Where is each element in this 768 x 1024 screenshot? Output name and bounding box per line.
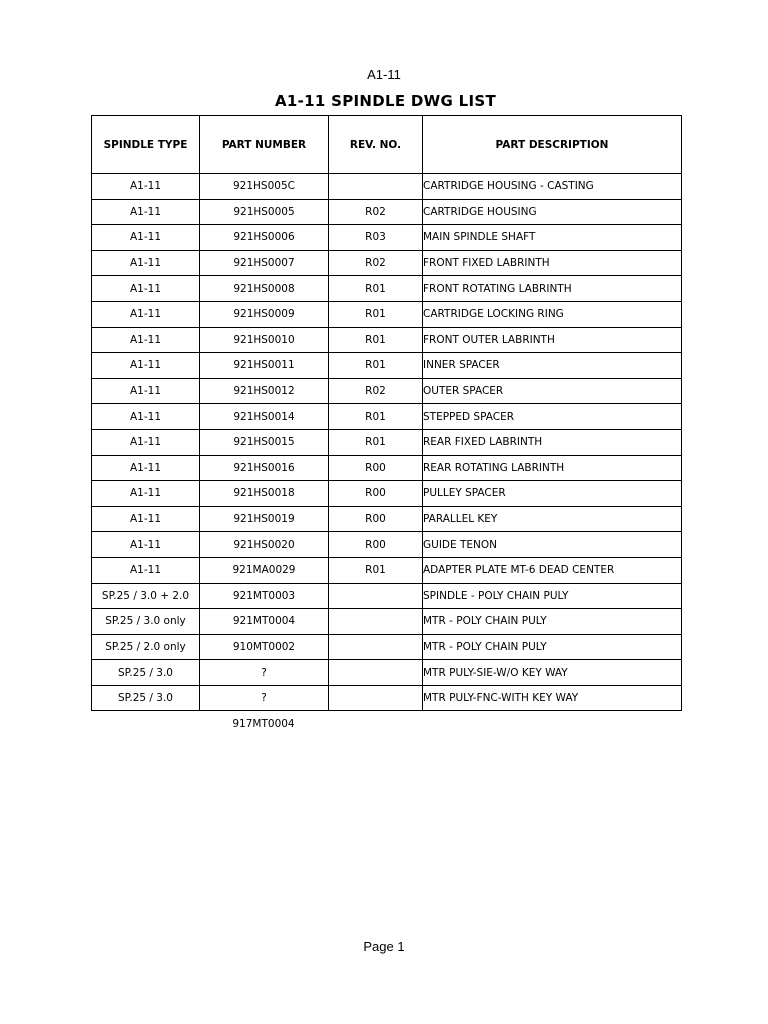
cell-part-description: OUTER SPACER [423, 378, 682, 404]
cell-part-number: 921HS0019 [200, 506, 329, 532]
table-row [92, 583, 682, 609]
table-row [92, 301, 682, 327]
table-row [92, 353, 682, 379]
cell-rev-no [329, 660, 423, 686]
cell-spindle-type: A1-11 [92, 404, 200, 430]
cell-spindle-type: A1-11 [92, 455, 200, 481]
cell-rev-no: R02 [329, 199, 423, 225]
table-row [92, 609, 682, 635]
table-row [92, 429, 682, 455]
column-header-part-number: PART NUMBER [200, 116, 329, 174]
page-header: A1-11 [367, 67, 401, 82]
cell-part-number: 921HS0020 [200, 532, 329, 558]
cell-rev-no: R02 [329, 250, 423, 276]
cell-part-description: PULLEY SPACER [423, 481, 682, 507]
cell-part-description: STEPPED SPACER [423, 404, 682, 430]
cell-rev-no: R01 [329, 327, 423, 353]
table-row [92, 174, 682, 200]
cell-part-description: CARTRIDGE HOUSING [423, 199, 682, 225]
cell-spindle-type: A1-11 [92, 327, 200, 353]
cell-part-number: 921HS0010 [200, 327, 329, 353]
table-body [92, 174, 682, 711]
table-row [92, 481, 682, 507]
cell-part-description: SPINDLE - POLY CHAIN PULY [423, 583, 682, 609]
cell-part-description: FRONT ROTATING LABRINTH [423, 276, 682, 302]
cell-part-number: 921HS0006 [200, 225, 329, 251]
cell-part-number: 921HS0014 [200, 404, 329, 430]
cell-spindle-type: A1-11 [92, 353, 200, 379]
cell-part-description: FRONT FIXED LABRINTH [423, 250, 682, 276]
cell-spindle-type: A1-11 [92, 250, 200, 276]
cell-spindle-type: A1-11 [92, 225, 200, 251]
cell-part-number: 921MA0029 [200, 557, 329, 583]
cell-part-description: CARTRIDGE LOCKING RING [423, 301, 682, 327]
cell-spindle-type: A1-11 [92, 481, 200, 507]
cell-part-description: REAR FIXED LABRINTH [423, 429, 682, 455]
cell-part-description: REAR ROTATING LABRINTH [423, 455, 682, 481]
table-header-row [92, 116, 682, 174]
column-header-part-description: PART DESCRIPTION [423, 116, 682, 174]
cell-part-number: 921HS0005 [200, 199, 329, 225]
cell-part-number: 910MT0002 [200, 634, 329, 660]
table-row [92, 250, 682, 276]
cell-part-description: CARTRIDGE HOUSING - CASTING [423, 174, 682, 200]
cell-part-description: MTR PULY-FNC-WITH KEY WAY [423, 685, 682, 711]
cell-spindle-type: A1-11 [92, 506, 200, 532]
table-row [92, 276, 682, 302]
cell-rev-no [329, 685, 423, 711]
cell-rev-no [329, 634, 423, 660]
cell-rev-no [329, 609, 423, 635]
table-row [92, 532, 682, 558]
table-row [92, 660, 682, 686]
cell-rev-no: R01 [329, 353, 423, 379]
cell-part-number: ? [200, 660, 329, 686]
cell-part-number: 921HS0018 [200, 481, 329, 507]
cell-part-description: PARALLEL KEY [423, 506, 682, 532]
extra-part-number: 917MT0004 [232, 718, 295, 730]
cell-rev-no: R03 [329, 225, 423, 251]
cell-part-number: 921HS0009 [200, 301, 329, 327]
cell-part-description: INNER SPACER [423, 353, 682, 379]
table-row [92, 506, 682, 532]
spindle-drawing-table [91, 115, 682, 711]
cell-part-description: MTR PULY-SIE-W/O KEY WAY [423, 660, 682, 686]
cell-part-number: 921HS0012 [200, 378, 329, 404]
table-row [92, 378, 682, 404]
cell-rev-no: R01 [329, 404, 423, 430]
cell-part-number: 921MT0004 [200, 609, 329, 635]
cell-part-description: MAIN SPINDLE SHAFT [423, 225, 682, 251]
cell-part-number: 921HS0015 [200, 429, 329, 455]
cell-rev-no: R00 [329, 532, 423, 558]
cell-part-description: ADAPTER PLATE MT-6 DEAD CENTER [423, 557, 682, 583]
cell-spindle-type: SP.25 / 2.0 only [92, 634, 200, 660]
cell-part-description: MTR - POLY CHAIN PULY [423, 634, 682, 660]
cell-spindle-type: A1-11 [92, 301, 200, 327]
cell-spindle-type: SP.25 / 3.0 only [92, 609, 200, 635]
document-title: A1-11 SPINDLE DWG LIST [274, 92, 497, 110]
cell-rev-no [329, 583, 423, 609]
cell-rev-no [329, 174, 423, 200]
table-row [92, 225, 682, 251]
cell-spindle-type: A1-11 [92, 378, 200, 404]
cell-part-number: 921HS005C [200, 174, 329, 200]
table-row [92, 455, 682, 481]
cell-rev-no: R02 [329, 378, 423, 404]
column-header-spindle-type: SPINDLE TYPE [92, 116, 200, 174]
cell-rev-no: R01 [329, 276, 423, 302]
cell-spindle-type: A1-11 [92, 532, 200, 558]
cell-spindle-type: A1-11 [92, 557, 200, 583]
cell-part-number: ? [200, 685, 329, 711]
cell-spindle-type: A1-11 [92, 276, 200, 302]
cell-spindle-type: A1-11 [92, 199, 200, 225]
cell-spindle-type: SP.25 / 3.0 [92, 660, 200, 686]
cell-part-description: MTR - POLY CHAIN PULY [423, 609, 682, 635]
cell-rev-no: R01 [329, 557, 423, 583]
table-row [92, 634, 682, 660]
cell-spindle-type: A1-11 [92, 174, 200, 200]
cell-rev-no: R01 [329, 301, 423, 327]
table-row [92, 404, 682, 430]
cell-rev-no: R00 [329, 481, 423, 507]
cell-spindle-type: A1-11 [92, 429, 200, 455]
cell-rev-no: R00 [329, 506, 423, 532]
cell-part-number: 921HS0016 [200, 455, 329, 481]
cell-part-number: 921HS0011 [200, 353, 329, 379]
cell-part-number: 921MT0003 [200, 583, 329, 609]
cell-spindle-type: SP.25 / 3.0 + 2.0 [92, 583, 200, 609]
page-footer: Page 1 [363, 939, 405, 954]
cell-rev-no: R01 [329, 429, 423, 455]
cell-spindle-type: SP.25 / 3.0 [92, 685, 200, 711]
table-row [92, 199, 682, 225]
table-row [92, 557, 682, 583]
cell-part-number: 921HS0008 [200, 276, 329, 302]
column-header-rev-no: REV. NO. [329, 116, 423, 174]
cell-part-description: FRONT OUTER LABRINTH [423, 327, 682, 353]
table-row [92, 327, 682, 353]
cell-rev-no: R00 [329, 455, 423, 481]
cell-part-description: GUIDE TENON [423, 532, 682, 558]
cell-part-number: 921HS0007 [200, 250, 329, 276]
table-row [92, 685, 682, 711]
